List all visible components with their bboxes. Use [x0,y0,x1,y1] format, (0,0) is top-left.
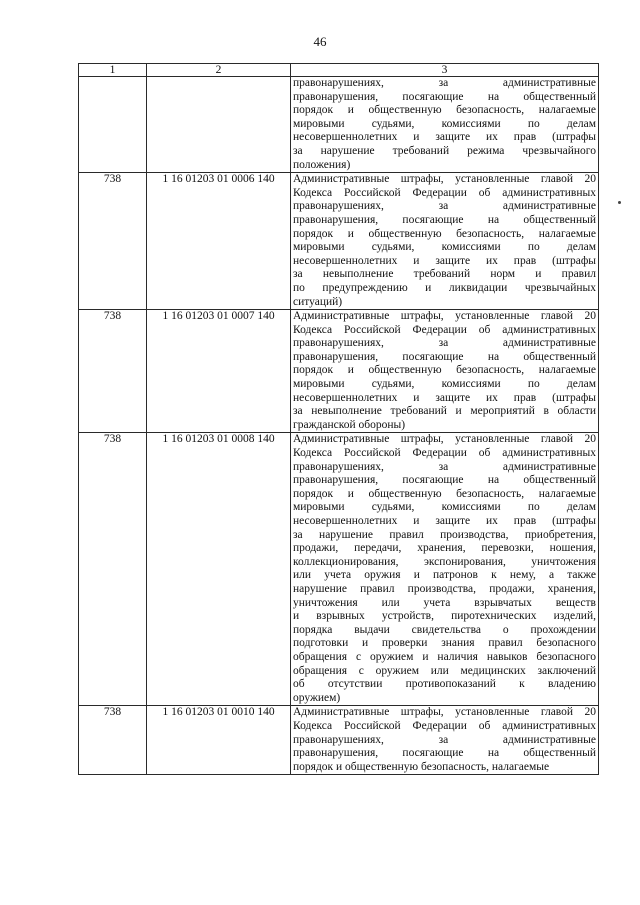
budget-classification-code-cell: 1 16 01203 01 0010 140 [147,706,291,775]
description-line: Административные штрафы, установленные главой 20 [293,173,596,186]
description-line: несовершеннолетних и защите их прав (штрафы [293,515,596,527]
description-line: Административные штрафы, установленные главой 20 [293,706,596,719]
description-line: Кодекса Российской Федерации об административных [293,323,596,336]
description-line: мировыми судьями, комиссиями по делам [293,501,596,514]
description-line: ситуаций) [293,295,343,308]
description-line: нарушение правил производства, продажи, хранения, [293,582,596,595]
admin-code-cell [79,77,147,173]
page-number: 46 [313,34,327,49]
description-line: Кодекса Российской Федерации об административных [293,719,596,732]
description-line: за невыполнение требований и мероприятий в области [293,405,596,418]
description-line: правонарушениях, за административные [293,337,596,350]
table-row [79,173,599,310]
description-line: порядок и общественную безопасность, налагаемые [293,104,596,117]
description-line: обращения с оружием и наличия навыков безопасного [293,650,596,663]
description-line: уничтожения или учета взрывчатых веществ [293,596,596,609]
description-line: правонарушения, посягающие на общественный [293,747,596,760]
description-line: правонарушения, посягающие на общественный [293,213,596,226]
revenue-description-cell [291,433,599,706]
table-row [79,77,599,173]
admin-code-cell: 738 [79,173,147,310]
description-line: мировыми судьями, комиссиями по делам [293,241,596,254]
admin-code-cell: 738 [79,433,147,706]
description-line: несовершеннолетних и защите их прав (штрафы [293,254,596,267]
admin-code-cell: 738 [79,310,147,433]
description-line: за невыполнение требований норм и правил [293,268,596,281]
description-line: Административные штрафы, установленные главой 20 [293,310,596,323]
description-line: Кодекса Российской Федерации об административных [293,447,596,460]
description-line: правонарушениях, за административные [293,460,596,473]
description-line: об отсутствии противопоказаний к владению [293,678,596,691]
scan-mark [618,201,621,204]
budget-classification-code-cell: 1 16 01203 01 0006 140 [147,173,291,310]
description-line: правонарушениях, за административные [293,733,596,746]
table-row [79,310,599,433]
table-row [79,433,599,706]
header-col-2: 2 [147,64,291,77]
description-line: несовершеннолетних и защите их прав (штрафы [293,131,596,144]
description-line: порядок и общественную безопасность, налагаемые [293,364,596,377]
description-line: оружием) [293,691,341,704]
description-line: обращения с оружием или медицинских заключений [293,664,596,677]
budget-classification-code-cell: 1 16 01203 01 0008 140 [147,433,291,706]
description-line: мировыми судьями, комиссиями по делам [293,117,596,130]
header-col-1: 1 [79,64,147,77]
description-line: порядок и общественную безопасность, налагаемые [293,760,550,773]
admin-code-cell: 738 [79,706,147,775]
budget-classification-code-cell: 1 16 01203 01 0007 140 [147,310,291,433]
description-line: по предупреждению и ликвидации чрезвычайных [293,281,596,294]
budget-classification-code-cell [147,77,291,173]
description-line: подготовки и проверки знания правил безопасного [293,637,596,650]
description-line: и взрывных устройств, пиротехнических изделий, [293,610,596,623]
description-line: правонарушениях, за административные [293,77,596,89]
description-line: Административные штрафы, установленные главой 20 [293,433,596,446]
table-body [79,77,599,775]
table-header-row [79,64,599,77]
header-col-3: 3 [291,64,599,77]
revenue-description-cell [291,310,599,433]
description-line: порядок и общественную безопасность, налагаемые [293,487,596,500]
description-line: порядок и общественную безопасность, налагаемые [293,227,596,240]
description-line: за нарушение правил производства, приобретения, [293,528,596,541]
description-line: или учета оружия и патронов к нему, а также [293,569,596,582]
description-line: коллекционирования, экспонирования, уничтожения [293,555,596,568]
description-line: правонарушения, посягающие на общественный [293,350,596,363]
description-line: положения) [293,158,351,171]
table-row [79,706,599,775]
description-line: правонарушения, посягающие на общественный [293,90,596,103]
description-line: мировыми судьями, комиссиями по делам [293,378,596,391]
description-line: за нарушение требований режима чрезвычайного [293,144,596,157]
description-line: Кодекса Российской Федерации об административных [293,186,596,199]
description-line: правонарушениях, за административные [293,200,596,213]
description-line: несовершеннолетних и защите их прав (штрафы [293,391,596,404]
description-line: порядка выдачи свидетельства о прохождении [293,623,596,636]
description-line: правонарушения, посягающие на общественный [293,474,596,487]
description-line: гражданской обороны) [293,418,406,431]
revenue-description-cell [291,77,599,173]
revenue-description-cell [291,173,599,310]
revenue-description-cell [291,706,599,775]
budget-codes-table [78,63,599,775]
description-line: продажи, передачи, хранения, перевозки, ношения, [293,542,596,555]
